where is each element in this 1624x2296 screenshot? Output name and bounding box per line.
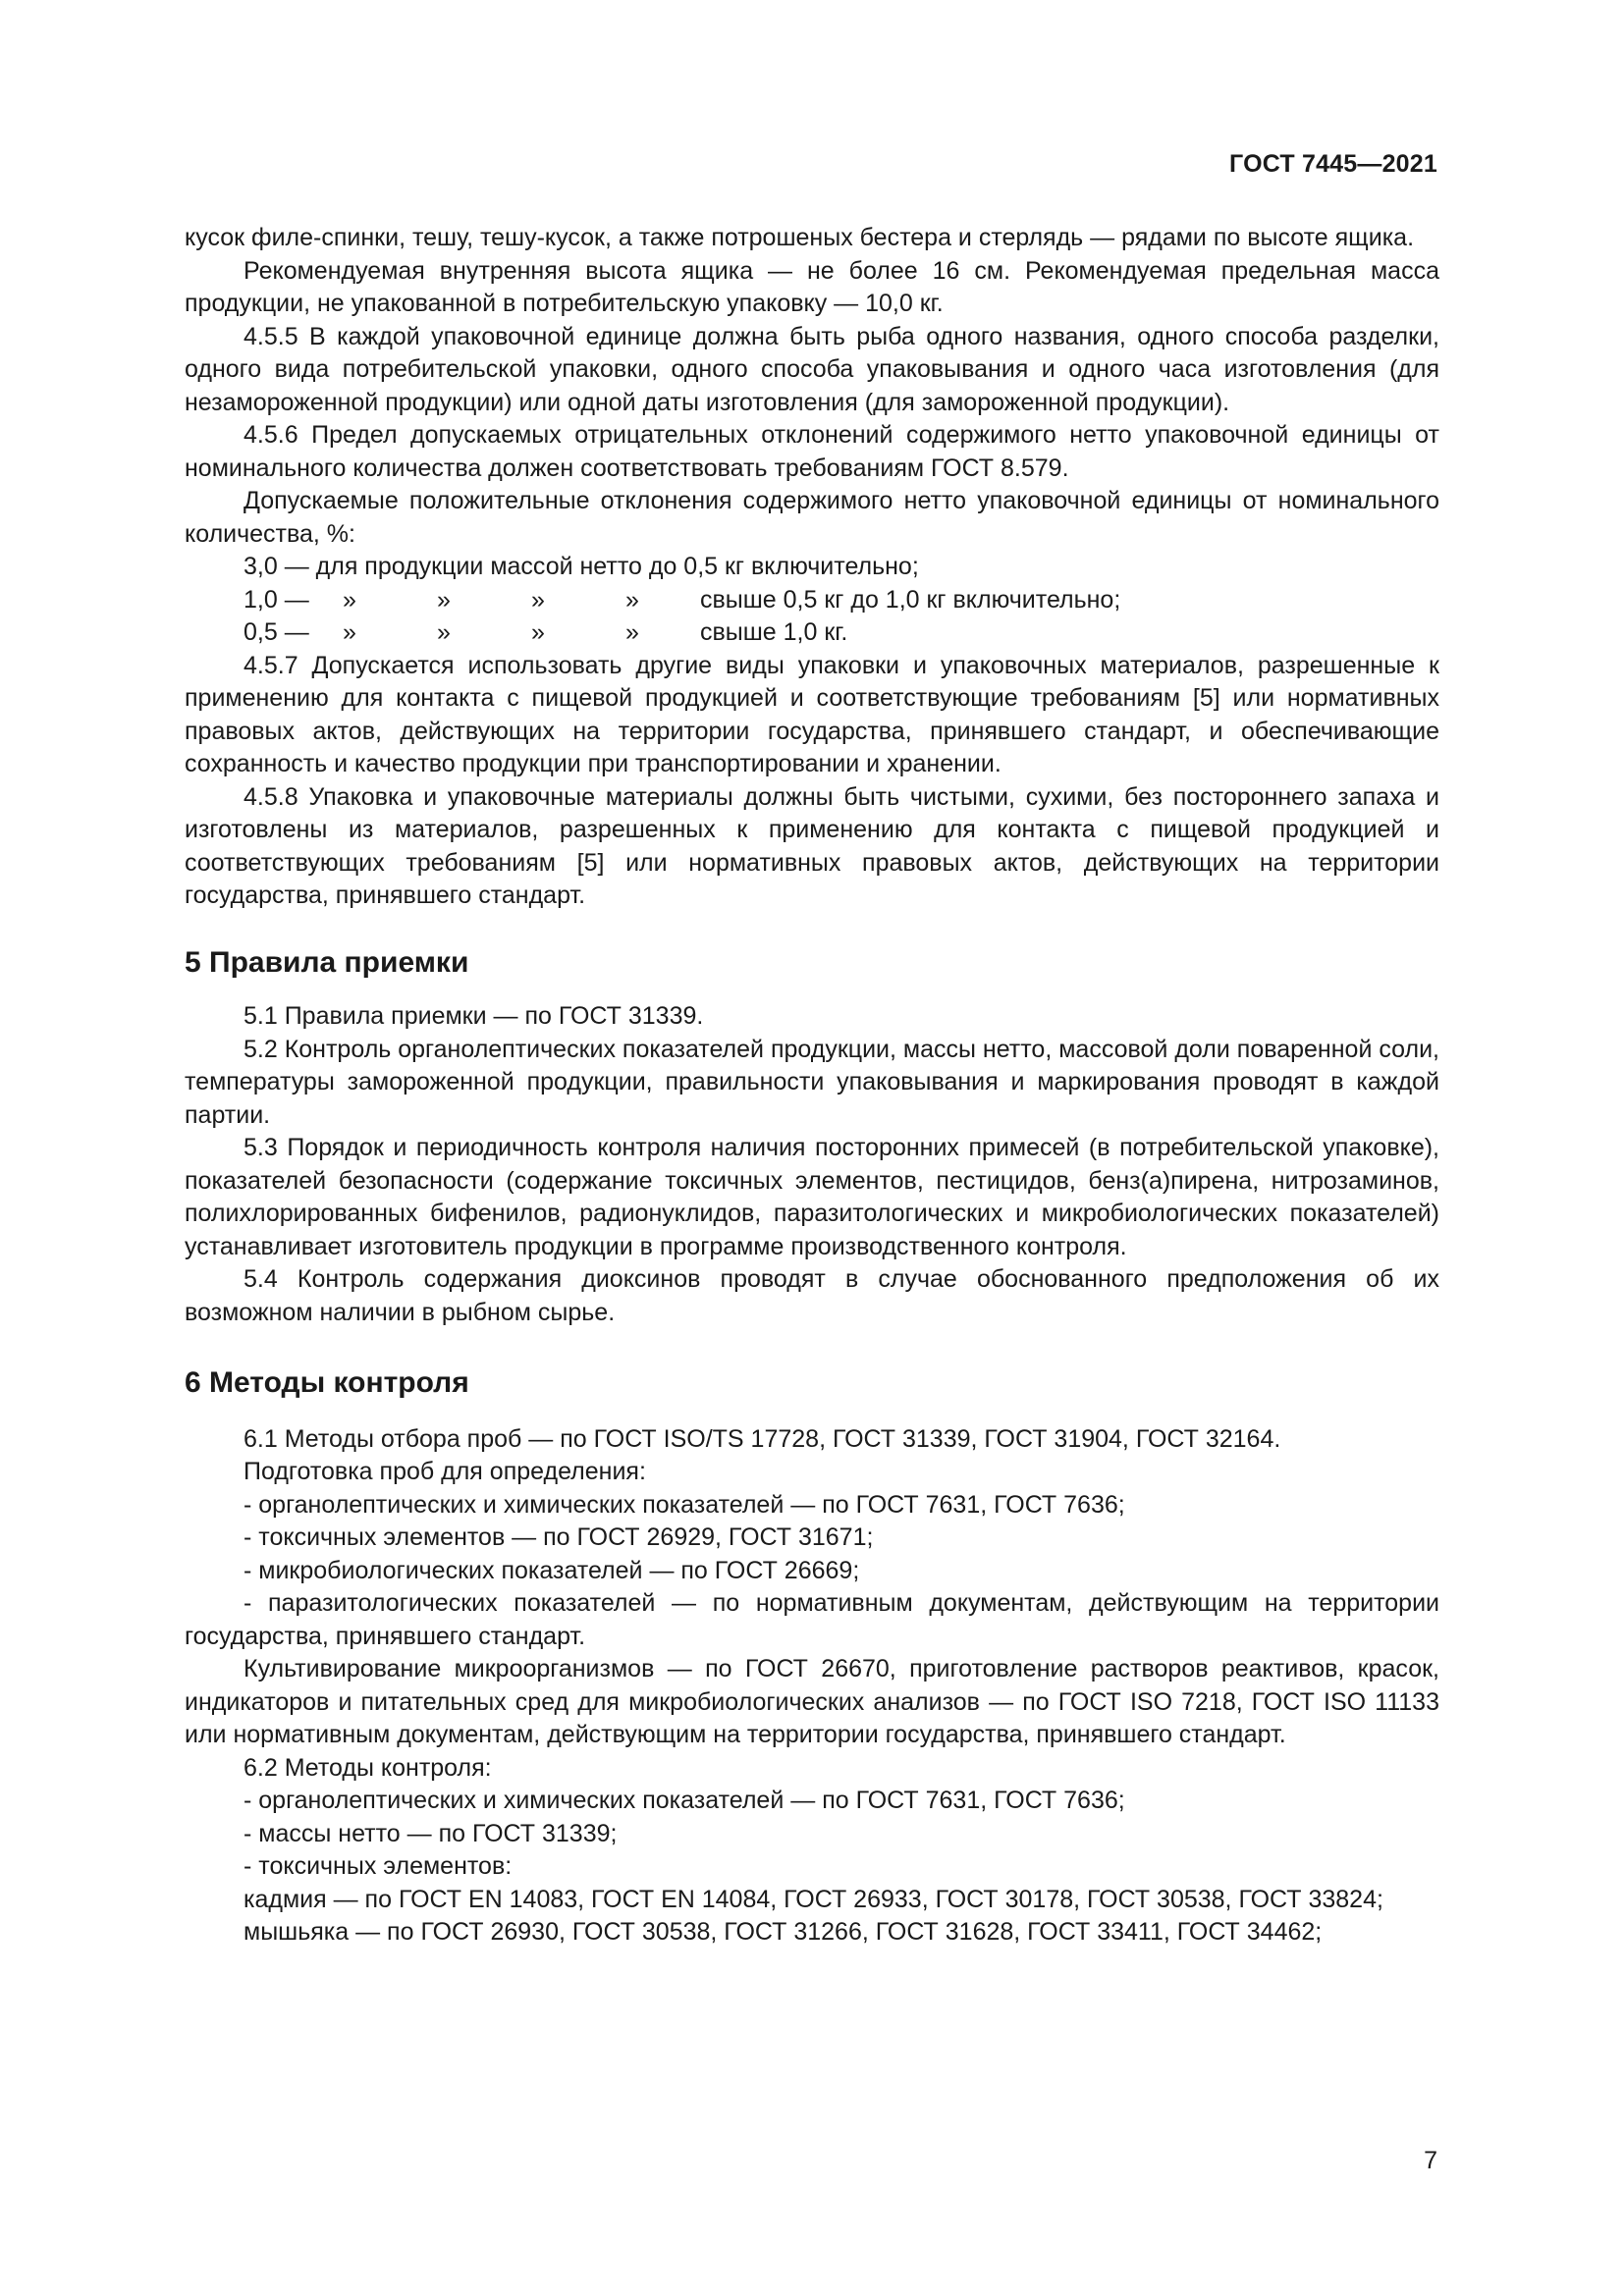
list-item: - паразитологических показателей — по нормативным документам, действующим на территории государства, принявшего стандарт. — [185, 1589, 1439, 1650]
paragraph: Подготовка проб для определения: — [244, 1458, 646, 1485]
page-number: 7 — [1424, 2147, 1437, 2174]
paragraph: Рекомендуемая внутренняя высота ящика — не более 16 см. Рекомендуемая предельная масса продукции, не упакованной в потребительскую упаковку — 10,0 кг. — [185, 256, 1439, 317]
list-item: кадмия — по ГОСТ EN 14083, ГОСТ EN 14084, ГОСТ 26933, ГОСТ 30178, ГОСТ 30538, ГОСТ 33824; — [244, 1885, 1383, 1913]
paragraph: 3,0 — для продукции массой нетто до 0,5 кг включительно; — [244, 553, 919, 580]
paragraph: 6.1 Методы отбора проб — по ГОСТ ISO/TS 17728, ГОСТ 31339, ГОСТ 31904, ГОСТ 32164. — [244, 1424, 1281, 1453]
paragraph: Допускаемые положительные отклонения содержимого нетто упаковочной единицы от номинального количества, %: — [185, 487, 1439, 548]
list-item: - микробиологических показателей — по ГОСТ 26669; — [244, 1556, 860, 1584]
ditto-value: 1,0 — — [244, 585, 309, 614]
ditto-value: 0,5 — — [244, 618, 309, 646]
document-body — [185, 222, 1439, 1949]
list-item: - токсичных элементов — по ГОСТ 26929, ГОСТ 31671; — [244, 1523, 874, 1551]
paragraph: 5.2 Контроль органолептических показателей продукции, массы нетто, массовой доли поваренной соли, температуры замороженной продукции, правильности упаковывания и маркирования проводят в каждой партии. — [185, 1035, 1439, 1129]
ditto-mark: » — [531, 618, 545, 646]
ditto-row — [185, 616, 1439, 650]
section-heading: 6 Методы контроля — [185, 1366, 469, 1399]
ditto-mark: » — [437, 618, 451, 646]
paragraph: 6.2 Методы контроля: — [244, 1753, 492, 1782]
paragraph: 5.4 Контроль содержания диоксинов проводят в случае обоснованного предположения об их возможном наличии в рыбном сырье. — [185, 1265, 1439, 1326]
ditto-mark: » — [625, 618, 639, 646]
paragraph: Культивирование микроорганизмов — по ГОСТ 26670, приготовление растворов реактивов, красок, индикаторов и питательных сред для микробиологических анализов — по ГОСТ ISO 7218, ГОСТ ISO 11133 или нормативным документам, действующим на территории государства, принявшего стандарт. — [185, 1655, 1439, 1748]
list-item: - органолептических и химических показателей — по ГОСТ 7631, ГОСТ 7636; — [244, 1490, 1125, 1519]
ditto-text: свыше 1,0 кг. — [700, 618, 848, 646]
section-heading: 5 Правила приемки — [185, 945, 469, 979]
paragraph: 5.1 Правила приемки — по ГОСТ 31339. — [244, 1002, 704, 1030]
ditto-text: свыше 0,5 кг до 1,0 кг включительно; — [700, 585, 1121, 614]
list-item: - токсичных элементов: — [244, 1852, 513, 1880]
list-item: - массы нетто — по ГОСТ 31339; — [244, 1819, 618, 1847]
list-item: мышьяка — по ГОСТ 26930, ГОСТ 30538, ГОСТ 31266, ГОСТ 31628, ГОСТ 33411, ГОСТ 34462; — [244, 1918, 1323, 1946]
paragraph: 4.5.8 Упаковка и упаковочные материалы должны быть чистыми, сухими, без постороннего запаха и изготовлены из материалов, разрешенных к применению для контакта с пищевой продукцией и соответствующих требованиям [5] или нормативных правовых актов, действующих на территории государства, принявшего стандарт. — [185, 782, 1439, 909]
paragraph: 4.5.5 В каждой упаковочной единице должна быть рыба одного названия, одного способа разделки, одного вида потребительской упаковки, одного способа упаковывания и одного часа изготовления (для незамороженной продукции) или одной даты изготовления (для замороженной продукции). — [185, 322, 1439, 416]
ditto-mark: » — [625, 585, 639, 614]
ditto-mark: » — [437, 585, 451, 614]
list-item: - органолептических и химических показателей — по ГОСТ 7631, ГОСТ 7636; — [244, 1787, 1125, 1814]
ditto-mark: » — [343, 585, 356, 614]
paragraph: 4.5.7 Допускается использовать другие виды упаковки и упаковочных материалов, разрешенные к применению для контакта с пищевой продукцией и соответствующие требованиям [5] или нормативных правовых актов, действующих на территории государства, принявшего стандарт, и обеспечивающие сохранность и качество продукции при транспортировании и хранении. — [185, 651, 1439, 777]
ditto-mark: » — [343, 618, 356, 646]
ditto-row — [185, 584, 1439, 617]
document-header: ГОСТ 7445—2021 — [1229, 150, 1437, 178]
paragraph: 5.3 Порядок и периодичность контроля наличия посторонних примесей (в потребительской упаковке), показателей безопасности (содержание токсичных элементов, пестицидов, бенз(а)пирена, нитрозаминов, полихлорированных бифенилов, радионуклидов, паразитологических и микробиологических показателей) устанавливает изготовитель продукции в программе производственного контроля. — [185, 1134, 1439, 1260]
paragraph: 4.5.6 Предел допускаемых отрицательных отклонений содержимого нетто упаковочной единицы от номинального количества должен соответствовать требованиям ГОСТ 8.579. — [185, 421, 1439, 482]
ditto-mark: » — [531, 585, 545, 614]
paragraph: кусок филе-спинки, тешу, тешу-кусок, а также потрошеных бестера и стерлядь — рядами по высоте ящика. — [185, 224, 1415, 251]
